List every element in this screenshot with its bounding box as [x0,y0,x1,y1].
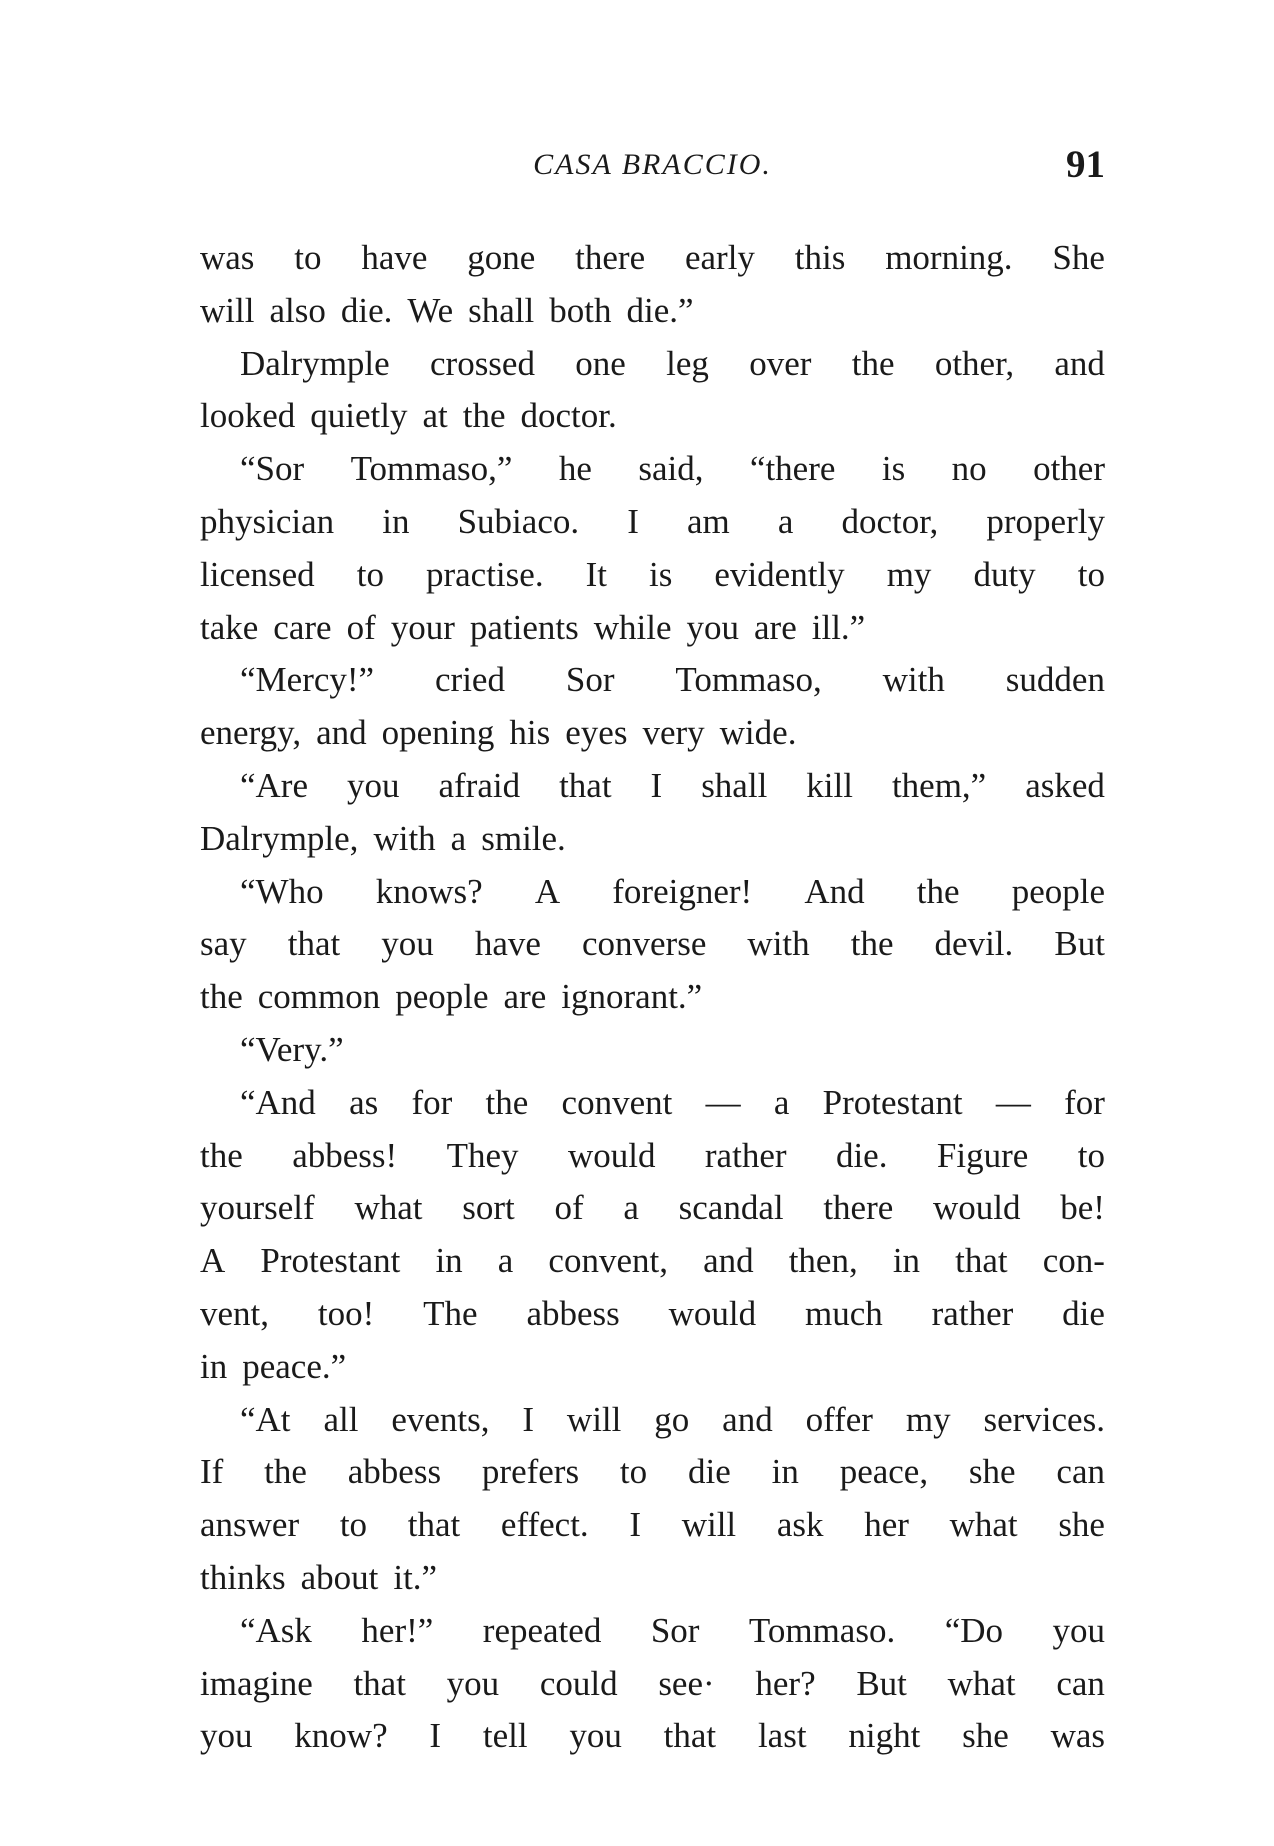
text-line: If the abbess prefers to die in peace, she can [200,1452,1105,1492]
text-line: say that you have converse with the devil. But [200,924,1105,964]
text-line: “Are you afraid that I shall kill them,” asked [240,765,1105,805]
text-line: will also die. We shall both die.” [200,290,694,330]
text-line: the common people are ignorant.” [200,977,703,1017]
text-line: Dalrymple crossed one leg over the other, and [240,343,1105,383]
text-line: take care of your patients while you are ill.” [200,607,866,647]
body-text [200,232,1105,1763]
text-line: vent, too! The abbess would much rather die [200,1293,1105,1333]
text-line: in peace.” [200,1346,347,1386]
text-line: yourself what sort of a scandal there would be! [200,1188,1105,1228]
text-line: “Who knows? A foreigner! And the people [240,871,1105,911]
text-line: “Mercy!” cried Sor Tommaso, with sudden [240,660,1105,700]
text-line: “Very.” [240,1029,344,1069]
running-head [200,142,1105,192]
text-line: looked quietly at the doctor. [200,396,617,436]
text-line: “Ask her!” repeated Sor Tommaso. “Do you [240,1610,1105,1650]
text-line: you know? I tell you that last night she was [200,1716,1105,1756]
text-line: “And as for the convent — a Protestant — for [240,1082,1105,1122]
text-line: Dalrymple, with a smile. [200,818,566,858]
running-title: CASA BRACCIO. [533,148,772,181]
text-line: the abbess! They would rather die. Figure to [200,1135,1105,1175]
text-line: was to have gone there early this morning. She [200,238,1105,277]
text-line: answer to that effect. I will ask her what she [200,1505,1105,1545]
text-line: “Sor Tommaso,” he said, “there is no other [240,449,1105,489]
page-number: 91 [1066,143,1105,186]
text-line: licensed to practise. It is evidently my duty to [200,554,1105,594]
text-line: energy, and opening his eyes very wide. [200,713,797,753]
text-line: “At all events, I will go and offer my services. [240,1399,1105,1439]
text-line: physician in Subiaco. I am a doctor, properly [200,501,1105,541]
text-line: imagine that you could see· her? But what can [200,1663,1105,1703]
text-line: A Protestant in a convent, and then, in that con- [200,1241,1105,1281]
text-line: thinks about it.” [200,1557,438,1597]
